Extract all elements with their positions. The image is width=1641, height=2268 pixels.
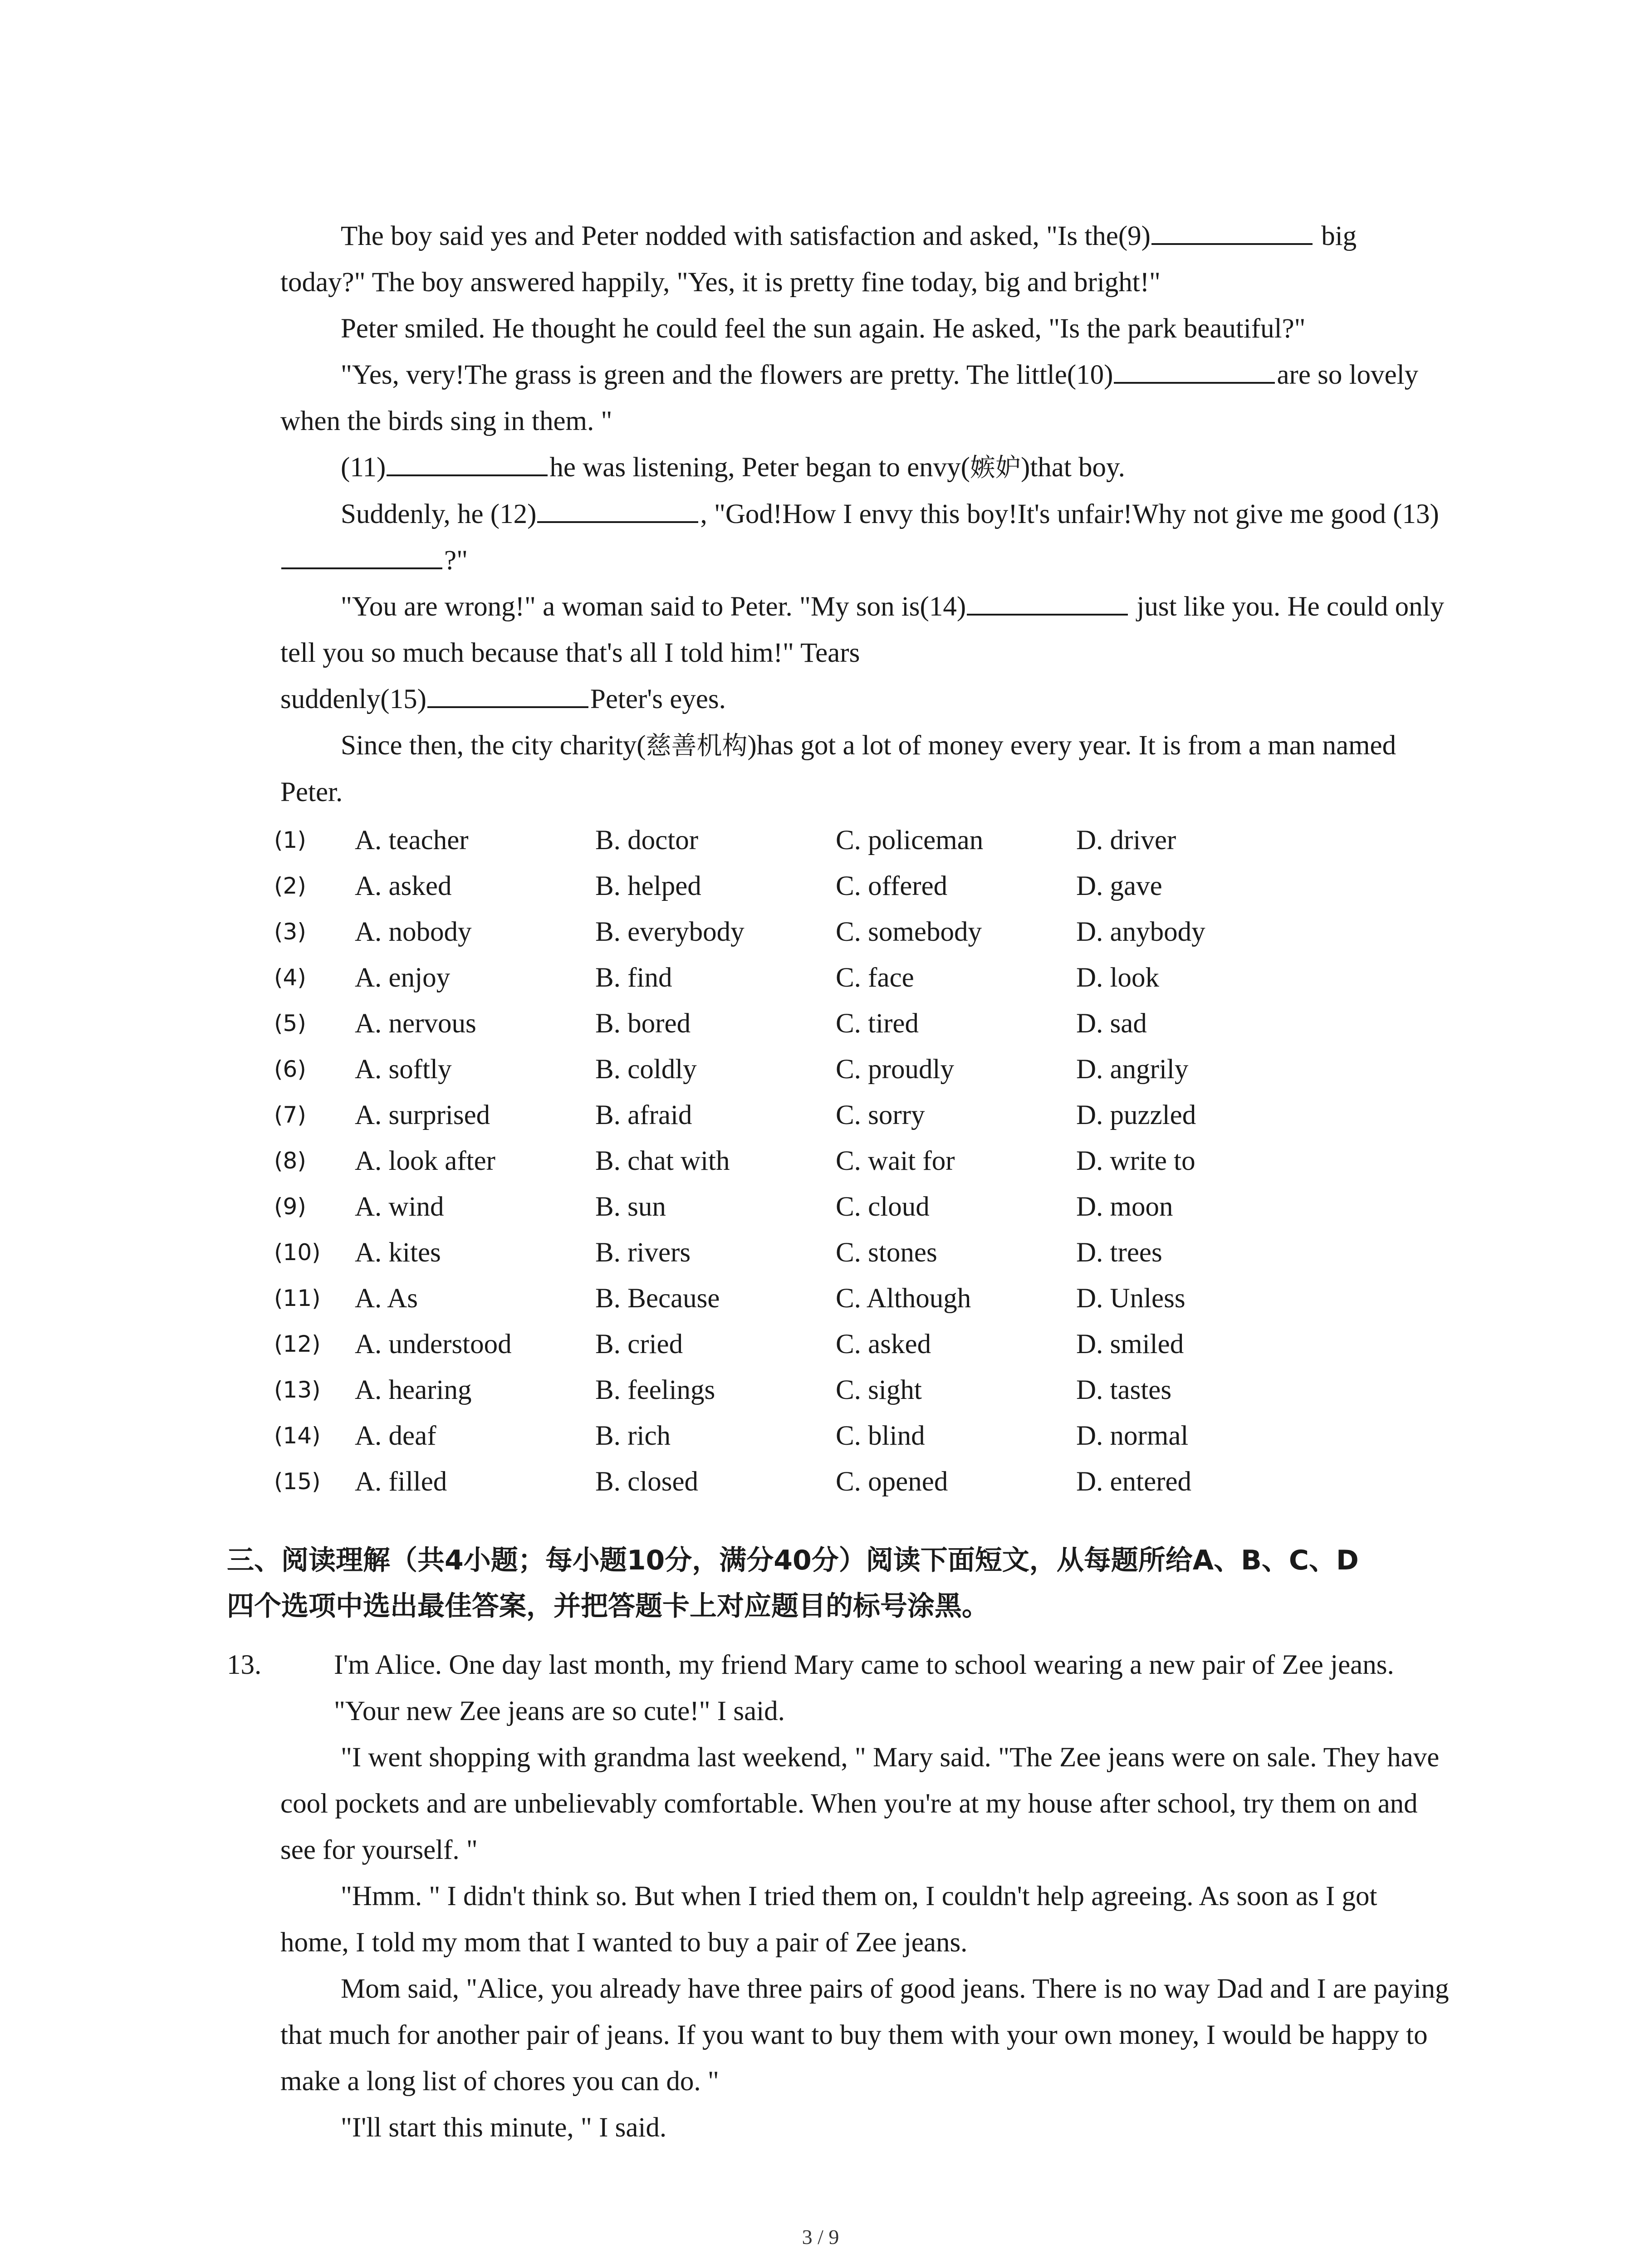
answer-blank-11 — [387, 447, 548, 476]
option-b: B. doctor — [595, 825, 699, 855]
option-b: B. bored — [595, 1008, 691, 1039]
option-c: C. cloud — [836, 1192, 930, 1222]
option-c: C. face — [836, 963, 914, 993]
option-c: C. sight — [836, 1375, 922, 1405]
paragraph-text: Peter's eyes. — [590, 684, 726, 714]
option-c: C. policeman — [836, 825, 984, 855]
option-item-number: (14) — [274, 1422, 321, 1449]
option-b: B. find — [595, 963, 672, 993]
option-item-number: (13) — [274, 1377, 321, 1403]
option-b: B. coldly — [595, 1054, 697, 1085]
option-d: D. angrily — [1076, 1054, 1189, 1085]
option-a: A. look after — [355, 1146, 495, 1176]
option-item-number: (11) — [274, 1285, 321, 1311]
option-a: A. understood — [355, 1329, 512, 1359]
option-d: D. gave — [1076, 871, 1162, 901]
option-row — [274, 863, 1446, 909]
paragraph: "I'll start this minute, " I said. — [341, 2112, 667, 2143]
option-d: D. write to — [1076, 1146, 1195, 1176]
option-row — [274, 1184, 1446, 1230]
option-row — [274, 955, 1446, 1001]
option-b: B. afraid — [595, 1100, 692, 1130]
answer-blank-9 — [1151, 216, 1313, 245]
option-a: A. As — [355, 1283, 418, 1314]
paragraph — [280, 676, 1446, 723]
option-b: B. closed — [595, 1466, 699, 1497]
option-b: B. rivers — [595, 1237, 691, 1268]
paragraph: "I went shopping with grandma last weekend, " Mary said. "The Zee jeans were on sale. They have cool pockets and are unbelievably comfortable. When you're at my house after school, try them on and see for yourself. " — [280, 1742, 1440, 1865]
option-b: B. sun — [595, 1192, 666, 1222]
option-row — [274, 1230, 1446, 1276]
paragraph-text: (11) — [341, 452, 386, 483]
page-number: 3 / 9 — [802, 2225, 839, 2248]
cloze-passage — [274, 213, 1446, 1505]
option-item-number: (6) — [274, 1056, 306, 1082]
option-item-number: (3) — [274, 919, 306, 945]
option-b: B. cried — [595, 1329, 683, 1359]
option-d: D. entered — [1076, 1466, 1192, 1497]
section-heading-line: 四个选项中选出最佳答案，并把答题卡上对应题目的标号涂黑。 — [227, 1590, 989, 1622]
option-b: B. rich — [595, 1421, 671, 1451]
option-a: A. asked — [355, 871, 452, 901]
paragraph-text: The boy said yes and Peter nodded with satisfaction and asked, "Is the(9) — [341, 221, 1151, 251]
option-row — [274, 1321, 1446, 1367]
paragraph-text: , "God!How I envy this boy!It's unfair!Why not give me good (13) — [700, 499, 1439, 529]
option-c: C. somebody — [836, 917, 982, 947]
paragraph-text: just like you. He could only tell you so much because that's all I told him!" Tears — [280, 591, 1445, 668]
option-a: A. wind — [355, 1192, 444, 1222]
option-row — [274, 1138, 1446, 1184]
option-d: D. Unless — [1076, 1283, 1185, 1314]
option-d: D. moon — [1076, 1192, 1173, 1222]
option-d: D. puzzled — [1076, 1100, 1196, 1130]
option-c: C. tired — [836, 1008, 919, 1039]
option-c: C. Although — [836, 1283, 971, 1314]
option-d: D. tastes — [1076, 1375, 1172, 1405]
paragraph-text: are so lovely when the birds sing in them. " — [280, 360, 1419, 436]
answer-blank-15 — [427, 679, 588, 708]
option-row — [274, 1367, 1446, 1413]
option-a: A. surprised — [355, 1100, 490, 1130]
option-c: C. blind — [836, 1421, 925, 1451]
chinese-gloss: 慈善机构 — [646, 731, 748, 761]
option-d: D. driver — [1076, 825, 1176, 855]
option-a: A. teacher — [355, 825, 469, 855]
paragraph — [280, 584, 1446, 676]
question-number: 13. — [227, 1650, 262, 1680]
option-d: D. look — [1076, 963, 1159, 993]
option-item-number: (7) — [274, 1102, 306, 1128]
option-row — [274, 1459, 1446, 1505]
paragraph-text: suddenly(15) — [280, 684, 426, 714]
option-item-number: (8) — [274, 1148, 306, 1174]
paragraph-text: )has got a lot of money every year. It is from a man named Peter. — [280, 730, 1396, 807]
paragraph-text: he was listening, Peter began to envy( — [549, 452, 970, 483]
option-item-number: (10) — [274, 1239, 321, 1266]
option-b: B. feelings — [595, 1375, 715, 1405]
option-row — [274, 909, 1446, 955]
option-item-number: (9) — [274, 1193, 306, 1220]
option-row — [274, 1001, 1446, 1046]
answer-blank-12 — [537, 494, 698, 523]
option-a: A. nobody — [355, 917, 472, 947]
option-d: D. trees — [1076, 1237, 1162, 1268]
paragraph: Peter smiled. He thought he could feel the sun again. He asked, "Is the park beautiful?" — [341, 313, 1306, 344]
option-a: A. kites — [355, 1237, 441, 1268]
option-c: C. offered — [836, 871, 948, 901]
paragraph-text: Since then, the city charity( — [341, 730, 646, 761]
option-c: C. wait for — [836, 1146, 955, 1176]
question-13 — [227, 1642, 1452, 2151]
option-item-number: (4) — [274, 964, 306, 991]
paragraph: Mom said, "Alice, you already have three pairs of good jeans. There is no way Dad and I are paying that much for another pair of jeans. If you want to buy them with your own money, I would be happy to make a long list of chores you can do. " — [280, 1974, 1449, 2097]
option-item-number: (1) — [274, 827, 306, 853]
option-item-number: (2) — [274, 873, 306, 899]
paragraph — [280, 445, 1446, 491]
section-heading-reading — [227, 1538, 1452, 1629]
option-c: C. proudly — [836, 1054, 954, 1085]
answer-options-list — [274, 817, 1446, 1505]
option-d: D. smiled — [1076, 1329, 1184, 1359]
option-d: D. anybody — [1076, 917, 1205, 947]
option-row — [274, 1046, 1446, 1092]
paragraph: I'm Alice. One day last month, my friend Mary came to school wearing a new pair of Zee jeans. "Your new Zee jeans are so cute!" I said. — [334, 1650, 1394, 1726]
option-item-number: (5) — [274, 1010, 306, 1036]
option-item-number: (15) — [274, 1468, 321, 1495]
option-c: C. opened — [836, 1466, 948, 1497]
option-a: A. enjoy — [355, 963, 451, 993]
option-b: B. everybody — [595, 917, 745, 947]
paragraph-text: ?" — [444, 545, 468, 576]
paragraph — [280, 213, 1446, 306]
paragraph — [280, 491, 1446, 584]
option-a: A. softly — [355, 1054, 452, 1085]
paragraph — [280, 723, 1446, 816]
option-c: C. stones — [836, 1237, 937, 1268]
option-b: B. helped — [595, 871, 701, 901]
paragraph — [280, 352, 1446, 445]
option-a: A. nervous — [355, 1008, 476, 1039]
option-b: B. chat with — [595, 1146, 730, 1176]
question-passage — [280, 1642, 1452, 2151]
chinese-gloss: 嫉妒 — [970, 453, 1021, 483]
option-c: C. sorry — [836, 1100, 925, 1130]
option-c: C. asked — [836, 1329, 931, 1359]
option-b: B. Because — [595, 1283, 720, 1314]
paragraph-text: "You are wrong!" a woman said to Peter. "My son is(14) — [341, 591, 966, 622]
option-d: D. normal — [1076, 1421, 1189, 1451]
answer-blank-14 — [967, 587, 1128, 616]
option-a: A. deaf — [355, 1421, 436, 1451]
option-a: A. hearing — [355, 1375, 472, 1405]
paragraph: "Hmm. " I didn't think so. But when I tried them on, I couldn't help agreeing. As soon as I got home, I told my mom that I wanted to buy a pair of Zee jeans. — [280, 1881, 1377, 1958]
paragraph-text: big today?" The boy answered happily, "Yes, it is pretty fine today, big and bright!" — [280, 221, 1357, 298]
option-row — [274, 1092, 1446, 1138]
answer-blank-13 — [281, 540, 442, 569]
paragraph-text: )that boy. — [1021, 452, 1125, 483]
option-row — [274, 817, 1446, 863]
section-heading-line: 三、阅读理解（共4小题；每小题10分，满分40分）阅读下面短文，从每题所给A、B、C、D — [227, 1545, 1359, 1576]
option-row — [274, 1413, 1446, 1459]
option-a: A. filled — [355, 1466, 447, 1497]
paragraph-text: "Yes, very!The grass is green and the flowers are pretty. The little(10) — [341, 360, 1113, 390]
paragraph-text: Suddenly, he (12) — [341, 499, 537, 529]
option-row — [274, 1276, 1446, 1321]
option-item-number: (12) — [274, 1331, 321, 1357]
answer-blank-10 — [1114, 355, 1275, 384]
option-d: D. sad — [1076, 1008, 1147, 1039]
